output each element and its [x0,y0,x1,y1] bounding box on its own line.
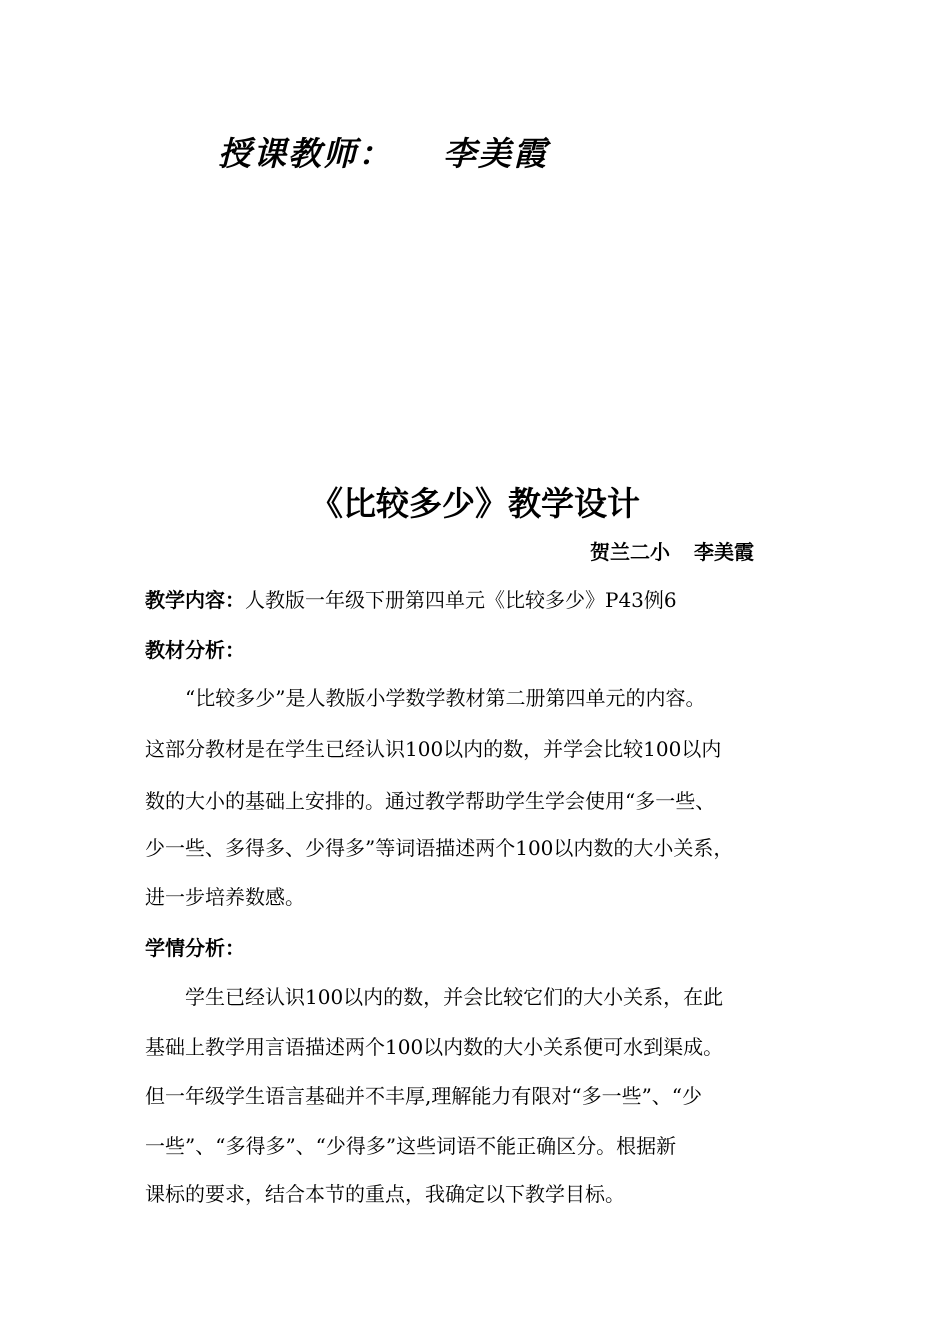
document-title: 《比较多少》教学设计 [310,484,640,523]
content-label: 教学内容： [145,588,245,612]
teacher-name: 李美霞 [443,134,548,173]
material-heading: 教材分析： [145,638,245,662]
author-name: 李美霞 [694,540,754,564]
student-line: 基础上教学用言语描述两个100以内数的大小关系便可水到渠成。 [145,1035,724,1059]
student-heading: 学情分析： [145,936,245,960]
student-line: 课标的要求，结合本节的重点，我确定以下教学目标。 [145,1182,625,1206]
school-name: 贺兰二小 [590,540,670,564]
material-line: “比较多少”是人教版小学数学教材第二册第四单元的内容。 [185,686,706,710]
material-line: 进一步培养数感。 [145,885,305,909]
student-line: 但一年级学生语言基础并不丰厚,理解能力有限对“多一些”、“少 [145,1084,703,1108]
teacher-label: 授课教师： [218,134,393,173]
byline [590,536,754,565]
content-text: 人教版一年级下册第四单元《比较多少》P43例6 [245,588,677,612]
student-line: 学生已经认识100以内的数，并会比较它们的大小关系，在此 [185,985,724,1009]
teacher-line [218,128,548,175]
material-line: 数的大小的基础上安排的。通过教学帮助学生学会使用“多一些、 [145,789,716,813]
material-line: 这部分教材是在学生已经认识100以内的数，并学会比较100以内 [145,737,722,761]
material-line: 少一些、多得多、少得多”等词语描述两个100以内数的大小关系， [145,836,734,860]
content-line [145,586,677,614]
student-line: 一些”、“多得多”、“少得多”这些词语不能正确区分。根据新 [145,1134,677,1158]
